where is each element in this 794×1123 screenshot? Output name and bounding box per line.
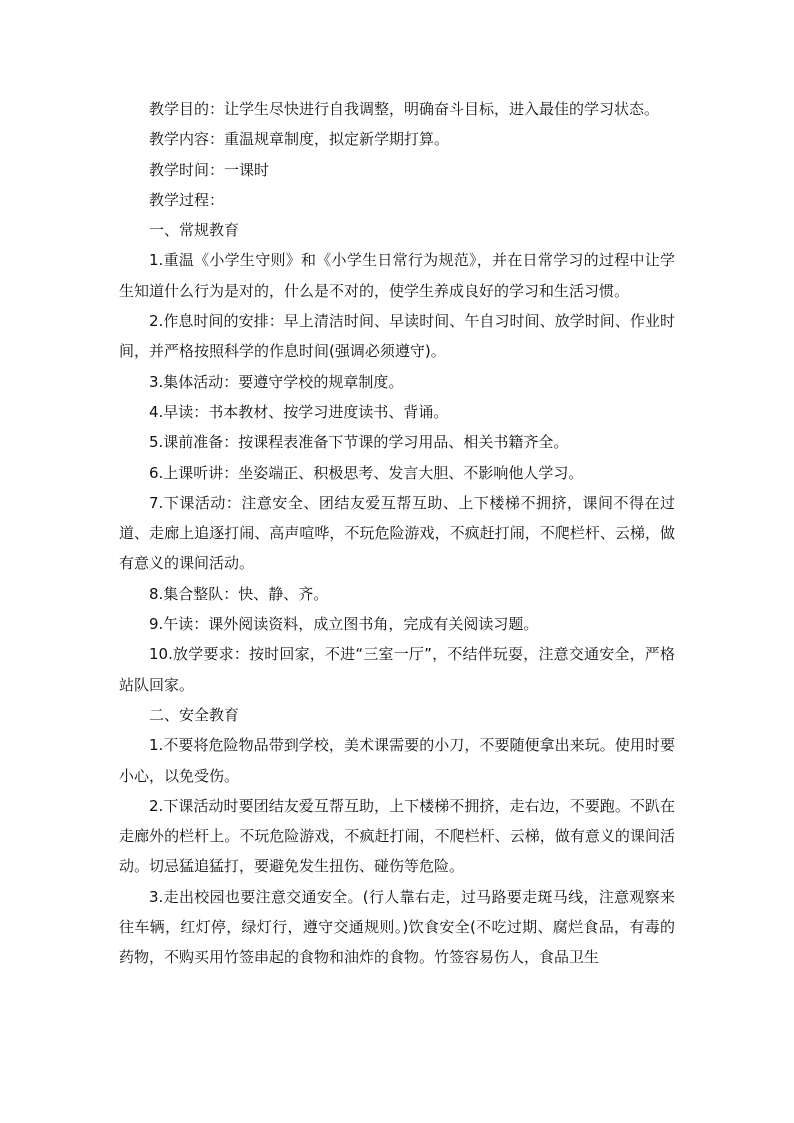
time-paragraph: 教学时间：一课时: [149, 160, 270, 179]
list-item: 10.放学要求：按时回家，不进“三室一厅”，不结伴玩耍，注意交通安全，严格站队回家。: [119, 645, 675, 694]
process-heading: 教学过程：: [149, 190, 225, 209]
list-item: 9.午读：课外阅读资料，成立图书角，完成有关阅读习题。: [149, 615, 539, 634]
list-item: 2.下课活动时要团结友爱互帮互助，上下楼梯不拥挤，走右边，不要跑。不趴在走廊外的栏杆上。不玩危险游戏，不疯赶打闹，不爬栏杆、云梯，做有意义的课间活动。切忌猛追猛打，要避免发生扭伤、碰伤等危险。: [119, 796, 675, 876]
goal-paragraph: 教学目的：让学生尽快进行自我调整，明确奋斗目标，进入最佳的学习状态。: [149, 100, 660, 118]
list-item: 8.集合整队：快、静、齐。: [149, 584, 329, 603]
list-item: 2.作息时间的安排：早上清洁时间、早读时间、午自习时间、放学时间、作业时间，并严格按照科学的作息时间(强调必须遵守)。: [119, 312, 675, 361]
document-page: [119, 94, 675, 973]
section-heading-routine: 一、常规教育: [149, 221, 240, 240]
content-paragraph: 教学内容：重温规章制度，拟定新学期打算。: [149, 130, 450, 149]
list-item: 7.下课活动：注意安全、团结友爱互帮互助、上下楼梯不拥挤，课间不得在过道、走廊上追逐打闹、高声喧哗，不玩危险游戏，不疯赶打闹，不爬栏杆、云梯，做有意义的课间活动。: [119, 493, 675, 573]
list-item: 6.上课听讲：坐姿端正、积极思考、发言大胆、不影响他人学习。: [149, 463, 584, 482]
list-item: 1.重温《小学生守则》和《小学生日常行为规范》，并在日常学习的过程中让学生知道什么行为是对的，什么是不对的，使学生养成良好的学习和生活习惯。: [119, 251, 675, 300]
list-item: 3.集体活动：要遵守学校的规章制度。: [149, 372, 404, 391]
list-item: 3.走出校园也要注意交通安全。(行人靠右走，过马路要走斑马线，注意观察来往车辆，红灯停，绿灯行，遵守交通规则。)饮食安全(不吃过期、腐烂食品，有毒的药物，不购买用竹签串起的食物和油炸的食物。竹签容易伤人，食品卫生: [119, 887, 675, 967]
list-item: 5.课前准备：按课程表准备下节课的学习用品、相关书籍齐全。: [149, 433, 569, 452]
list-item: 1.不要将危险物品带到学校，美术课需要的小刀，不要随便拿出来玩。使用时要小心，以免受伤。: [119, 736, 675, 785]
list-item: 4.早读：书本教材、按学习进度读书、背诵。: [149, 402, 449, 421]
section-heading-safety: 二、安全教育: [149, 705, 240, 724]
